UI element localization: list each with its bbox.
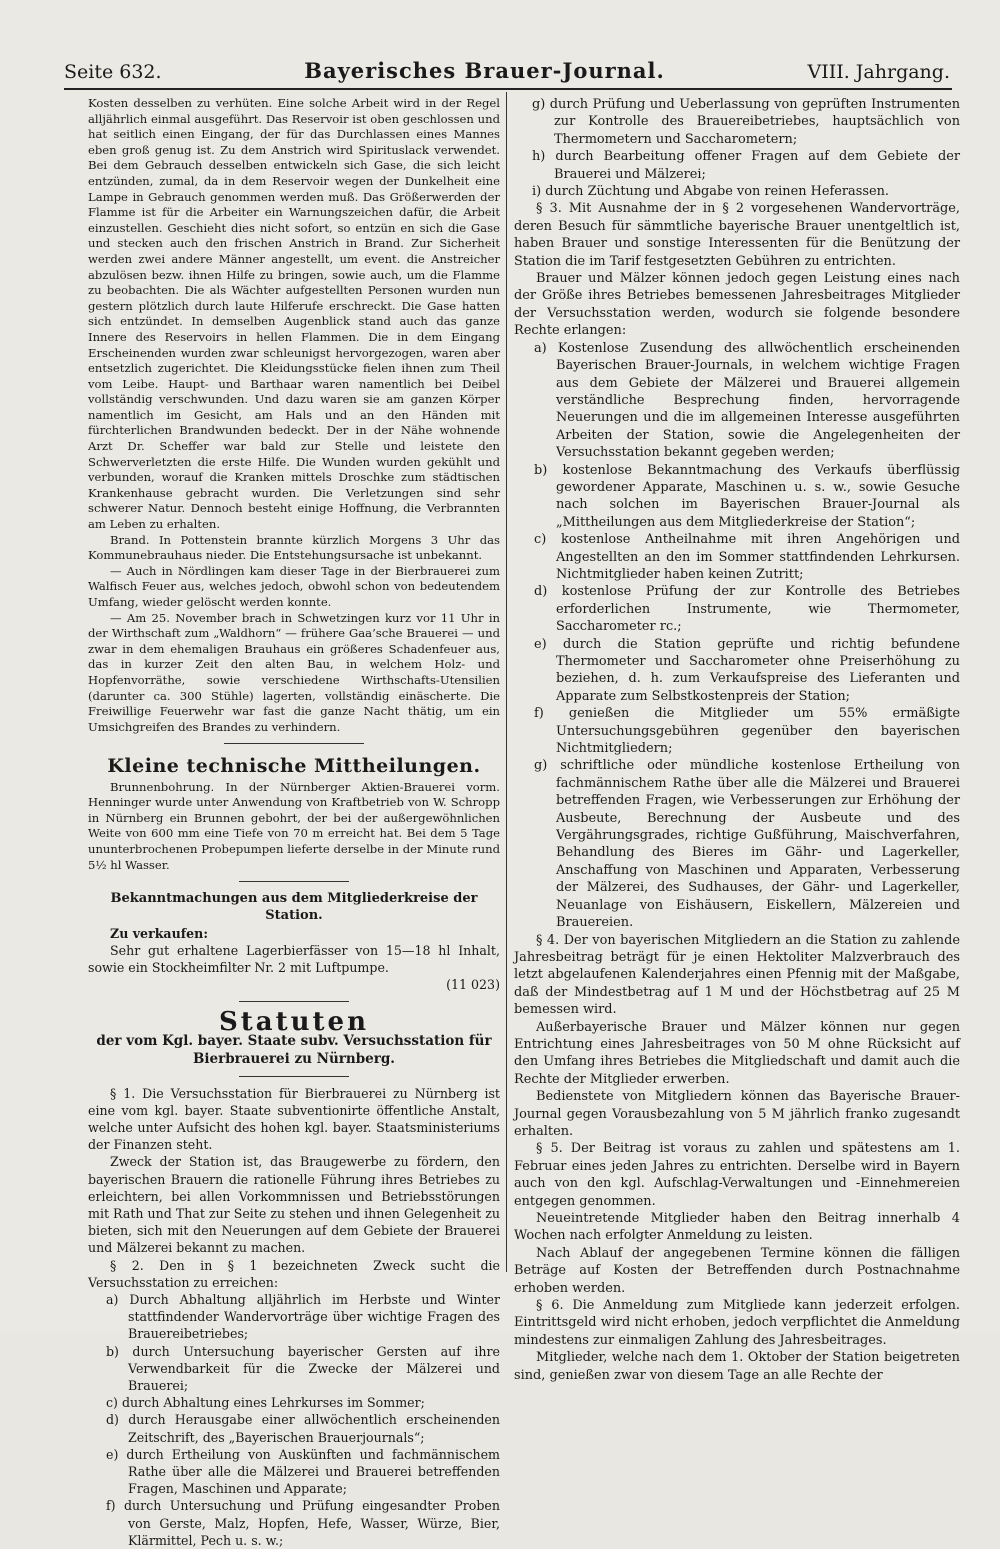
fire-report-paragraph: — Am 25. November brach in Schwetzingen kurz vor 11 Uhr in der Wirthschaft zum „Waldhorn“ — frühere Gaa’sche Brauerei — und zwar in dem ehemaligen Brauhaus ein größeres Schadenfeuer aus, das in kurzer Zeit den alten Bau, in welchem Holz- und Hopfenvorräthe, sowie verschiedene Wirthschafts-Utensilien (darunter ca. 300 Stühle) lagerten, vollständig einäscherte. Die Freiwillige Feuerwehr war fast die ganze Nacht thätig, um ein Umsichgreifen des Brandes zu verhindern. bbox=[88, 610, 500, 734]
fire-report-paragraph: Brand. In Pottenstein brannte kürzlich Morgens 3 Uhr das Kommunebrauhaus nieder. Die Entstehungsursache ist unbekannt. bbox=[88, 532, 500, 563]
list-item: b) durch Untersuchung bayerischer Gersten auf ihre Verwendbarkeit für die Zwecke der Mälzerei und Brauerei; bbox=[106, 1343, 500, 1393]
list-item: d) durch Herausgabe einer allwöchentlich erscheinenden Zeitschrift, des „Bayerischen Brauerjournals“; bbox=[106, 1412, 500, 1445]
journal-title: Bayerisches Brauer-Journal. bbox=[304, 58, 665, 83]
list-item: h) durch Bearbeitung offener Fragen auf dem Gebiete der Brauerei und Mälzerei; bbox=[532, 149, 960, 182]
rights-item: d) kostenlose Prüfung der zur Kontrolle des Betriebes erforderlichen Instrumente, wie Thermometer, Saccharometer rc.; bbox=[534, 584, 960, 635]
list-item: c) durch Abhaltung eines Lehrkurses im Sommer; bbox=[106, 1395, 425, 1411]
section-divider bbox=[239, 1076, 349, 1077]
page-header bbox=[64, 58, 950, 84]
paragraph: Mitglieder, welche nach dem 1. Oktober der Station beigetreten sind, genießen zwar von diesem Tage an alle Rechte der bbox=[514, 1350, 960, 1383]
section-divider bbox=[239, 881, 349, 882]
paragraph-s3: § 3. Mit Ausnahme der in § 2 vorgesehenen Wandervorträge, deren Besuch für sämmtliche bayerische Brauer unentgeltlich ist, haben Brauer und sonstige Interessenten für die Benützung der Station die im Tarif festgesetzten Gebühren zu entrichten. bbox=[514, 201, 960, 269]
announcement-number: (11 023) bbox=[446, 977, 500, 993]
statuten-paragraph: § 1. Die Versuchsstation für Bierbrauerei zu Nürnberg ist eine vom kgl. bayer. Staate subventionirte öffentliche Anstalt, welche unter Aufsicht des hohen kgl. bayer. Staatsministeriums der Finanzen steht. bbox=[88, 1085, 500, 1153]
paragraph: Nach Ablauf der angegebenen Termine können die fälligen Beträge auf Kosten der Betreffenden durch Postnachnahme erhoben werden. bbox=[514, 1245, 960, 1296]
section-divider bbox=[239, 1001, 349, 1002]
page-number: Seite 632. bbox=[64, 61, 162, 83]
list-item: i) durch Züchtung und Abgabe von reinen Heferassen. bbox=[532, 184, 889, 200]
rights-item: c) kostenlose Antheilnahme mit ihren Angehörigen und Angestellten an den im Sommer stattfindenden Lehrkursen. Nichtmitglieder haben keinen Zutritt; bbox=[534, 532, 960, 582]
left-column bbox=[88, 96, 500, 1549]
fire-report-paragraph: Kosten desselben zu verhüten. Eine solche Arbeit wird in der Regel alljährlich einmal ausgeführt. Das Reservoir ist oben geschlossen und hat seitlich einen Eingang, der für das Durchlassen eines Mannes eben groß genug ist. Zu dem Anstrich wird Spirituslack verwendet. Bei dem Gebrauch desselben entwickeln sich Gase, die sich leicht entzünden, zumal, da in dem Reservoir wegen der Dunkelheit eine Lampe in Gebrauch genommen werden muß. Das Größerwerden der Flamme ist für die Arbeiter ein Warnungszeichen dafür, die Arbeit einzustellen. Geschieht dies nicht sofort, so entzün en sich die Gase und stecken auch den frischen Anstrich in Brand. Zur Sicherheit werden zwei andere Männer angestellt, um event. die Anstreicher abzulösen bezw. ihnen Hilfe zu bringen, sowie auch, um die Flamme zu beobachten. Die als Wächter aufgestellten Personen wurden nun gestern plötzlich durch laute Hilferufe erschreckt. Die Gase hatten sich entzündet. In demselben Augenblick stand auch das ganze Innere des Reservoirs in hellen Flammen. Die in dem Eingang Erscheinenden wurden zwar schleunigst hervorgezogen, waren aber entsetzlich zugerichtet. Die Kleidungsstücke fielen ihnen zum Theil vom Leibe. Haupt- und Barthaar waren namentlich bei Deibel vollständig verschwunden. Und dazu waren sie am ganzen Körper namentlich im Gesicht, am Hals und an den Händen mit fürchterlichen Brandwunden bedeckt. Der in der Nähe wohnende Arzt Dr. Scheffer war bald zur Stelle und leistete den Schwerverletzten die erste Hilfe. Die Wunden wurden gekühlt und verbunden, worauf die Kranken mittels Droschke zum städtischen Krankenhause gebracht wurden. Die Verletzungen sind sehr schwerer Natur. Dennoch besteht einige Hoffnung, die Verbrannten am Leben zu erhalten. bbox=[88, 96, 500, 532]
fire-report bbox=[88, 96, 500, 735]
brunnen-paragraph: Brunnenbohrung. In der Nürnberger Aktien-Brauerei vorm. Henninger wurde unter Anwendung von Kraftbetrieb von W. Schropp in Nürnberg ein Brunnen gebohrt, der bei der außergewöhnlichen Weite von 600 mm eine Tiefe von 70 m erreicht hat. Bei dem 5 Tage ununterbrochenen Probepumpen lieferte derselbe in der Minute rund 5½ hl Wasser. bbox=[88, 779, 500, 872]
rights-item: e) durch die Station geprüfte und richtig befundene Thermometer und Saccharometer ohne Preiserhöhung zu beziehen, d. h. zum Verkaufspreise des Lieferanten und Apparate zum Selbstkostenpreis der Station; bbox=[534, 636, 960, 704]
statuten-subtitle: der vom Kgl. bayer. Staate subv. Versuchsstation für Bierbrauerei zu Nürnberg. bbox=[96, 1032, 492, 1067]
header-rule bbox=[64, 88, 952, 90]
rights-item: g) schriftliche oder mündliche kostenlose Ertheilung von fachmännischem Rathe über alle die Mälzerei und Brauerei betreffenden Fragen, wie Verbesserungen zur Erhöhung der Ausbeute, Berechnung der Ausbeute und des Vergährungsgrades, richtige Gußführung, Maischverfahren, Behandlung des Bieres im Gähr- und Lagerkeller, Anschaffung von Maschinen und Apparaten, Verbesserung der Mälzerei, des Sudhauses, der Gähr- und Lagerkeller, Neuanlage von Eishäusern, Eiskellern, Mälzereien und Brauereien. bbox=[534, 758, 960, 931]
rights-item: f) genießen die Mitglieder um 55% ermäßigte Untersuchungsgebühren gegenüber den bayerischen Nichtmitgliedern; bbox=[534, 706, 960, 757]
statuten-paragraph: Zweck der Station ist, das Braugewerbe zu fördern, den bayerischen Brauern die rationelle Führung ihres Betriebes zu erleichtern, bei allen Vorkommnissen und Betriebsstörungen mit Rath und That zur Seite zu stehen und ihnen Gelegenheit zu bieten, sich mit den Neuerungen auf dem Gebiete der Brauerei und Mälzerei bekannt zu machen. bbox=[88, 1154, 500, 1256]
paragraph: Bedienstete von Mitgliedern können das Bayerische Brauer-Journal gegen Vorausbezahlung von 5 M jährlich franko zugesandt erhalten. bbox=[514, 1089, 960, 1139]
fire-report-paragraph: — Auch in Nördlingen kam dieser Tage in der Bierbrauerei zum Walfisch Feuer aus, welches jedoch, obwohl schon von bedeutendem Umfang, wieder gelöscht werden konnte. bbox=[88, 563, 500, 609]
rights-item: a) Kostenlose Zusendung des allwöchentlich erscheinenden Bayerischen Brauer-Journals, in welchem wichtige Fragen aus dem Gebiete der Mälzerei und Brauerei allgemein verständliche Besprechung finden, hervorragende Neuerungen und die im allgemeinen Interesse ausgeführten Arbeiten der Station, sowie die Angelegenheiten der Versuchsstation bekannt gegeben werden; bbox=[534, 340, 960, 461]
volume-label: VIII. Jahrgang. bbox=[807, 61, 950, 83]
technical-section-title: Kleine technische Mittheilungen. bbox=[107, 755, 481, 778]
column-divider bbox=[506, 92, 507, 1272]
list-item: a) Durch Abhaltung alljährlich im Herbste und Winter stattfindender Wandervorträge über wichtige Fragen des Brauereibetriebes; bbox=[106, 1291, 500, 1342]
paragraph-s4: § 4. Der von bayerischen Mitgliedern an die Station zu zahlende Jahresbeitrag beträgt für je einen Hektoliter Malzverbrauch des letzt abgelaufenen Kalenderjahres einen Pfennig mit der Maßgabe, daß der Mindestbetrag auf 1 M und der Höchstbetrag auf 25 M bemessen wird. bbox=[514, 932, 960, 1018]
announcement-text: Sehr gut erhaltene Lagerbierfässer von 15—18 hl Inhalt, sowie ein Stockheimfilter Nr. 2 mit Luftpumpe. bbox=[88, 942, 500, 975]
section-divider bbox=[224, 743, 364, 744]
list-item: f) durch Untersuchung und Prüfung eingesandter Proben von Gerste, Malz, Hopfen, Hefe, Wasser, Würze, Bier, Klärmittel, Pech u. s. w.; bbox=[106, 1498, 500, 1548]
announcements-title: Bekanntmachungen aus dem Mitgliederkreise der Station. bbox=[110, 891, 478, 924]
paragraph-members: Brauer und Mälzer können jedoch gegen Leistung eines nach der Größe ihres Betriebes bemessenen Jahresbeitrages Mitglieder der Versuchsstation werden, wodurch sie folgende besondere Rechte erlangen: bbox=[514, 271, 960, 339]
announcements-subtitle: Zu verkaufen: bbox=[110, 925, 208, 941]
paragraph-s6: § 6. Die Anmeldung zum Mitgliede kann jederzeit erfolgen. Eintrittsgeld wird nicht erhoben, jedoch verpflichtet die Anmeldung mindestens zur einmaligen Zahlung des Jahresbeitrages. bbox=[514, 1298, 960, 1348]
right-column bbox=[514, 96, 960, 1384]
paragraph: Neueintretende Mitglieder haben den Beitrag innerhalb 4 Wochen nach erfolgter Anmeldung zu leisten. bbox=[514, 1211, 960, 1244]
list-item: e) durch Ertheilung von Auskünften und fachmännischem Rathe über alle die Mälzerei und Brauerei betreffenden Fragen, Maschinen und Apparate; bbox=[106, 1446, 500, 1497]
paragraph: Außerbayerische Brauer und Mälzer können nur gegen Entrichtung eines Jahresbeitrages von 50 M ohne Rücksicht auf den Umfang ihres Betriebes die Mitgliedschaft und damit auch die Rechte der Mitglieder erwerben. bbox=[514, 1019, 960, 1087]
paragraph-s5: § 5. Der Beitrag ist voraus zu zahlen und spätestens am 1. Februar eines jeden Jahres zu entrichten. Derselbe wird in Bayern auch von den kgl. Aufschlag-Verwaltungen und -Einnehmereien entgegen genommen. bbox=[514, 1141, 960, 1209]
rights-item: b) kostenlose Bekanntmachung des Verkaufs überflüssig gewordener Apparate, Maschinen u. s. w., sowie Gesuche nach solchen im Bayerischen Brauer-Journal als „Mittheilungen aus dem Mitgliederkreise der Station“; bbox=[534, 462, 960, 530]
statuten-paragraph: § 2. Den in § 1 bezeichneten Zweck sucht die Versuchsstation zu erreichen: bbox=[88, 1257, 500, 1290]
list-item: g) durch Prüfung und Ueberlassung von geprüften Instrumenten zur Kontrolle des Brauereibetriebes, hauptsächlich von Thermometern und Saccharometern; bbox=[532, 97, 960, 147]
statuten-title: Statuten bbox=[218, 1007, 369, 1038]
